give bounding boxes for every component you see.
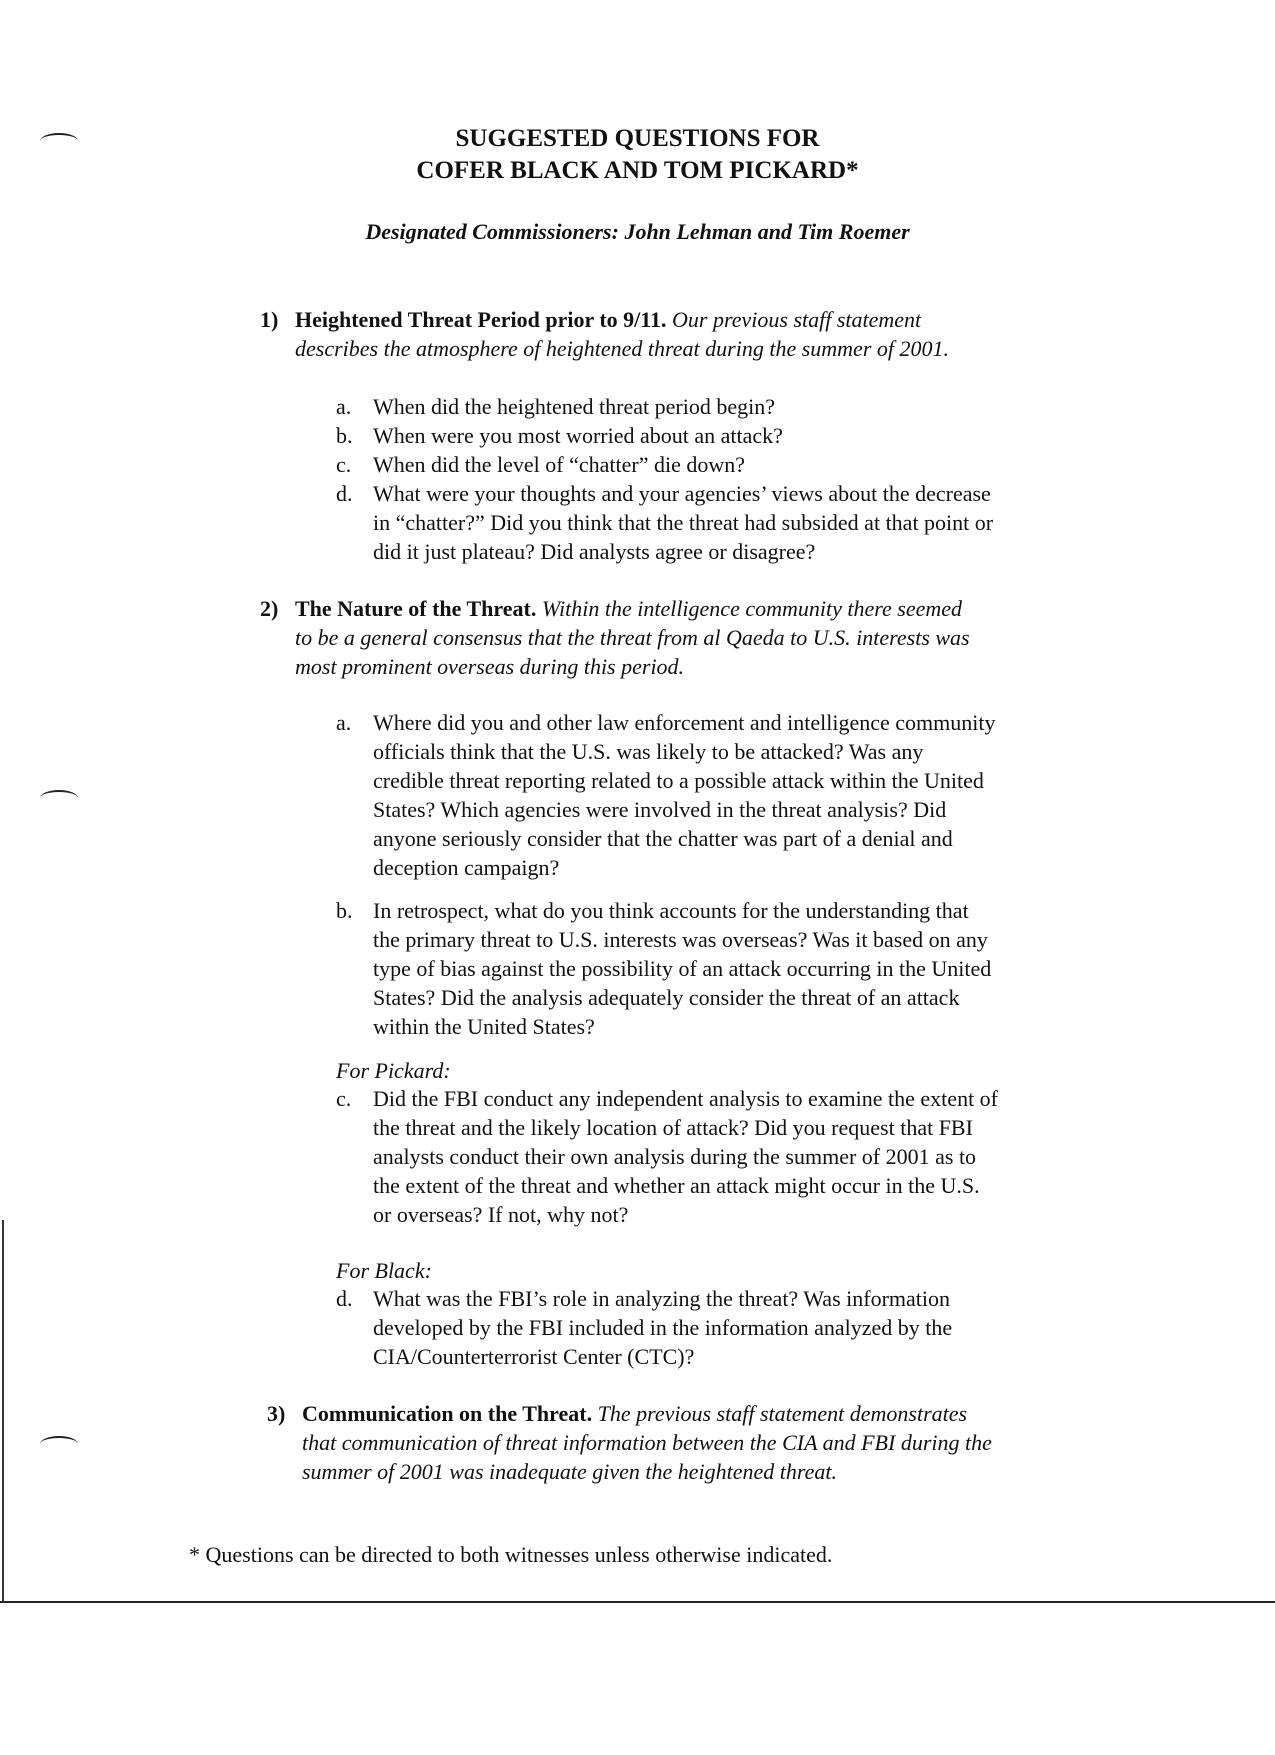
footnote: * Questions can be directed to both witnesses unless otherwise indicated. (189, 1542, 833, 1567)
question-section (260, 305, 949, 363)
question-text: CIA/Counterterrorist Center (CTC)? (373, 1344, 695, 1369)
witness-label: For Black: (336, 1258, 432, 1283)
question-line (373, 737, 996, 766)
question-letter: a. (336, 710, 352, 735)
question-text: deception campaign? (373, 855, 560, 880)
question-text: anyone seriously consider that the chatter was part of a denial and (373, 826, 953, 851)
question-letter: b. (336, 423, 353, 448)
question-text: the threat and the likely location of attack? Did you request that FBI (373, 1115, 973, 1140)
section-number: 2) (260, 596, 279, 621)
section-line (295, 652, 970, 681)
question-line (373, 925, 991, 954)
question-letter: b. (336, 898, 353, 923)
question-text: or overseas? If not, why not? (373, 1202, 629, 1227)
question-item (336, 450, 746, 479)
page-edge-line (0, 1601, 1275, 1603)
question-text: States? Did the analysis adequately consider the threat of an attack (373, 985, 960, 1010)
question-item (336, 1284, 953, 1371)
page-edge-line (2, 1220, 4, 1602)
question-text: type of bias against the possibility of an attack occurring in the United (373, 956, 992, 981)
question-text: credible threat reporting related to a possible attack within the United (373, 768, 984, 793)
question-text: What were your thoughts and your agencies’ views about the decrease (373, 481, 991, 506)
witness-label: For Pickard: (336, 1058, 451, 1083)
document-title (0, 123, 1275, 187)
section-intro: Our previous staff statement (672, 307, 922, 332)
question-text: Did the FBI conduct any independent analysis to examine the extent of (373, 1086, 999, 1111)
question-text: within the United States? (373, 1014, 595, 1039)
question-line (336, 392, 775, 421)
section-intro: describes the atmosphere of heightened threat during the summer of 2001. (295, 336, 949, 361)
section-line (260, 305, 949, 334)
question-line (373, 1171, 998, 1200)
question-line (373, 795, 996, 824)
question-line (373, 824, 996, 853)
question-letter: d. (336, 481, 353, 506)
section-intro: that communication of threat information between the CIA and FBI during the (302, 1430, 992, 1455)
question-line (336, 450, 746, 479)
section-intro: most prominent overseas during this period. (295, 654, 685, 679)
section-intro: summer of 2001 was inadequate given the heightened threat. (302, 1459, 838, 1484)
section-line (260, 594, 970, 623)
question-line (336, 896, 991, 925)
question-letter: d. (336, 1286, 353, 1311)
question-letter: c. (336, 452, 352, 477)
section-line (295, 334, 949, 363)
scan-mark (40, 133, 78, 149)
question-text: the primary threat to U.S. interests was overseas? Was it based on any (373, 927, 988, 952)
question-line (336, 1084, 999, 1113)
question-text: the extent of the threat and whether an attack might occur in the U.S. (373, 1173, 980, 1198)
question-text: In retrospect, what do you think accounts for the understanding that (373, 898, 969, 923)
section-line (302, 1428, 992, 1457)
scan-mark (40, 1436, 78, 1452)
question-item (336, 708, 996, 882)
question-text: Where did you and other law enforcement and intelligence community (373, 710, 996, 735)
question-item (336, 479, 994, 566)
question-letter: c. (336, 1086, 352, 1111)
question-item (336, 392, 775, 421)
question-text: did it just plateau? Did analysts agree or disagree? (373, 539, 816, 564)
section-heading: Heightened Threat Period prior to 9/11. (295, 307, 667, 332)
section-intro: The previous staff statement demonstrates (597, 1401, 968, 1426)
scan-mark (40, 790, 78, 806)
title-line: SUGGESTED QUESTIONS FOR (455, 125, 820, 152)
question-line (373, 508, 993, 537)
title-line: COFER BLACK AND TOM PICKARD* (416, 157, 859, 184)
question-text: When were you most worried about an attack? (373, 423, 783, 448)
section-line (295, 623, 970, 652)
question-line (373, 1113, 998, 1142)
question-line (336, 421, 783, 450)
section-number: 3) (267, 1401, 286, 1426)
question-section (260, 594, 970, 681)
section-heading: Communication on the Threat. (302, 1401, 593, 1426)
question-text: States? Which agencies were involved in the threat analysis? Did (373, 797, 947, 822)
section-line (267, 1399, 992, 1428)
question-line (336, 479, 993, 508)
question-line (336, 708, 996, 737)
question-letter: a. (336, 394, 352, 419)
question-item (336, 421, 783, 450)
question-item (336, 1084, 999, 1229)
question-line (336, 1284, 952, 1313)
question-line (373, 983, 991, 1012)
question-text: in “chatter?” Did you think that the threat had subsided at that point or (373, 510, 994, 535)
question-text: officials think that the U.S. was likely to be attacked? Was any (373, 739, 924, 764)
question-line (373, 954, 991, 983)
question-line (373, 537, 993, 566)
question-text: When did the level of “chatter” die down? (373, 452, 746, 477)
question-text: When did the heightened threat period begin? (373, 394, 775, 419)
question-item (336, 896, 992, 1041)
section-intro: Within the intelligence community there seemed (541, 596, 962, 621)
section-line (302, 1457, 992, 1486)
question-section (267, 1399, 992, 1486)
question-text: What was the FBI’s role in analyzing the threat? Was information (373, 1286, 950, 1311)
question-line (373, 853, 996, 882)
section-intro: to be a general consensus that the threat from al Qaeda to U.S. interests was (295, 625, 970, 650)
question-line (373, 1142, 998, 1171)
question-line (373, 1342, 952, 1371)
question-line (373, 1200, 998, 1229)
question-line (373, 1313, 952, 1342)
question-line (373, 1012, 991, 1041)
designated-commissioners: Designated Commissioners: John Lehman and Tim Roemer (365, 219, 910, 244)
section-number: 1) (260, 307, 279, 332)
question-line (373, 766, 996, 795)
question-text: analysts conduct their own analysis during the summer of 2001 as to (373, 1144, 977, 1169)
section-heading: The Nature of the Threat. (295, 596, 537, 621)
question-text: developed by the FBI included in the information analyzed by the (373, 1315, 953, 1340)
